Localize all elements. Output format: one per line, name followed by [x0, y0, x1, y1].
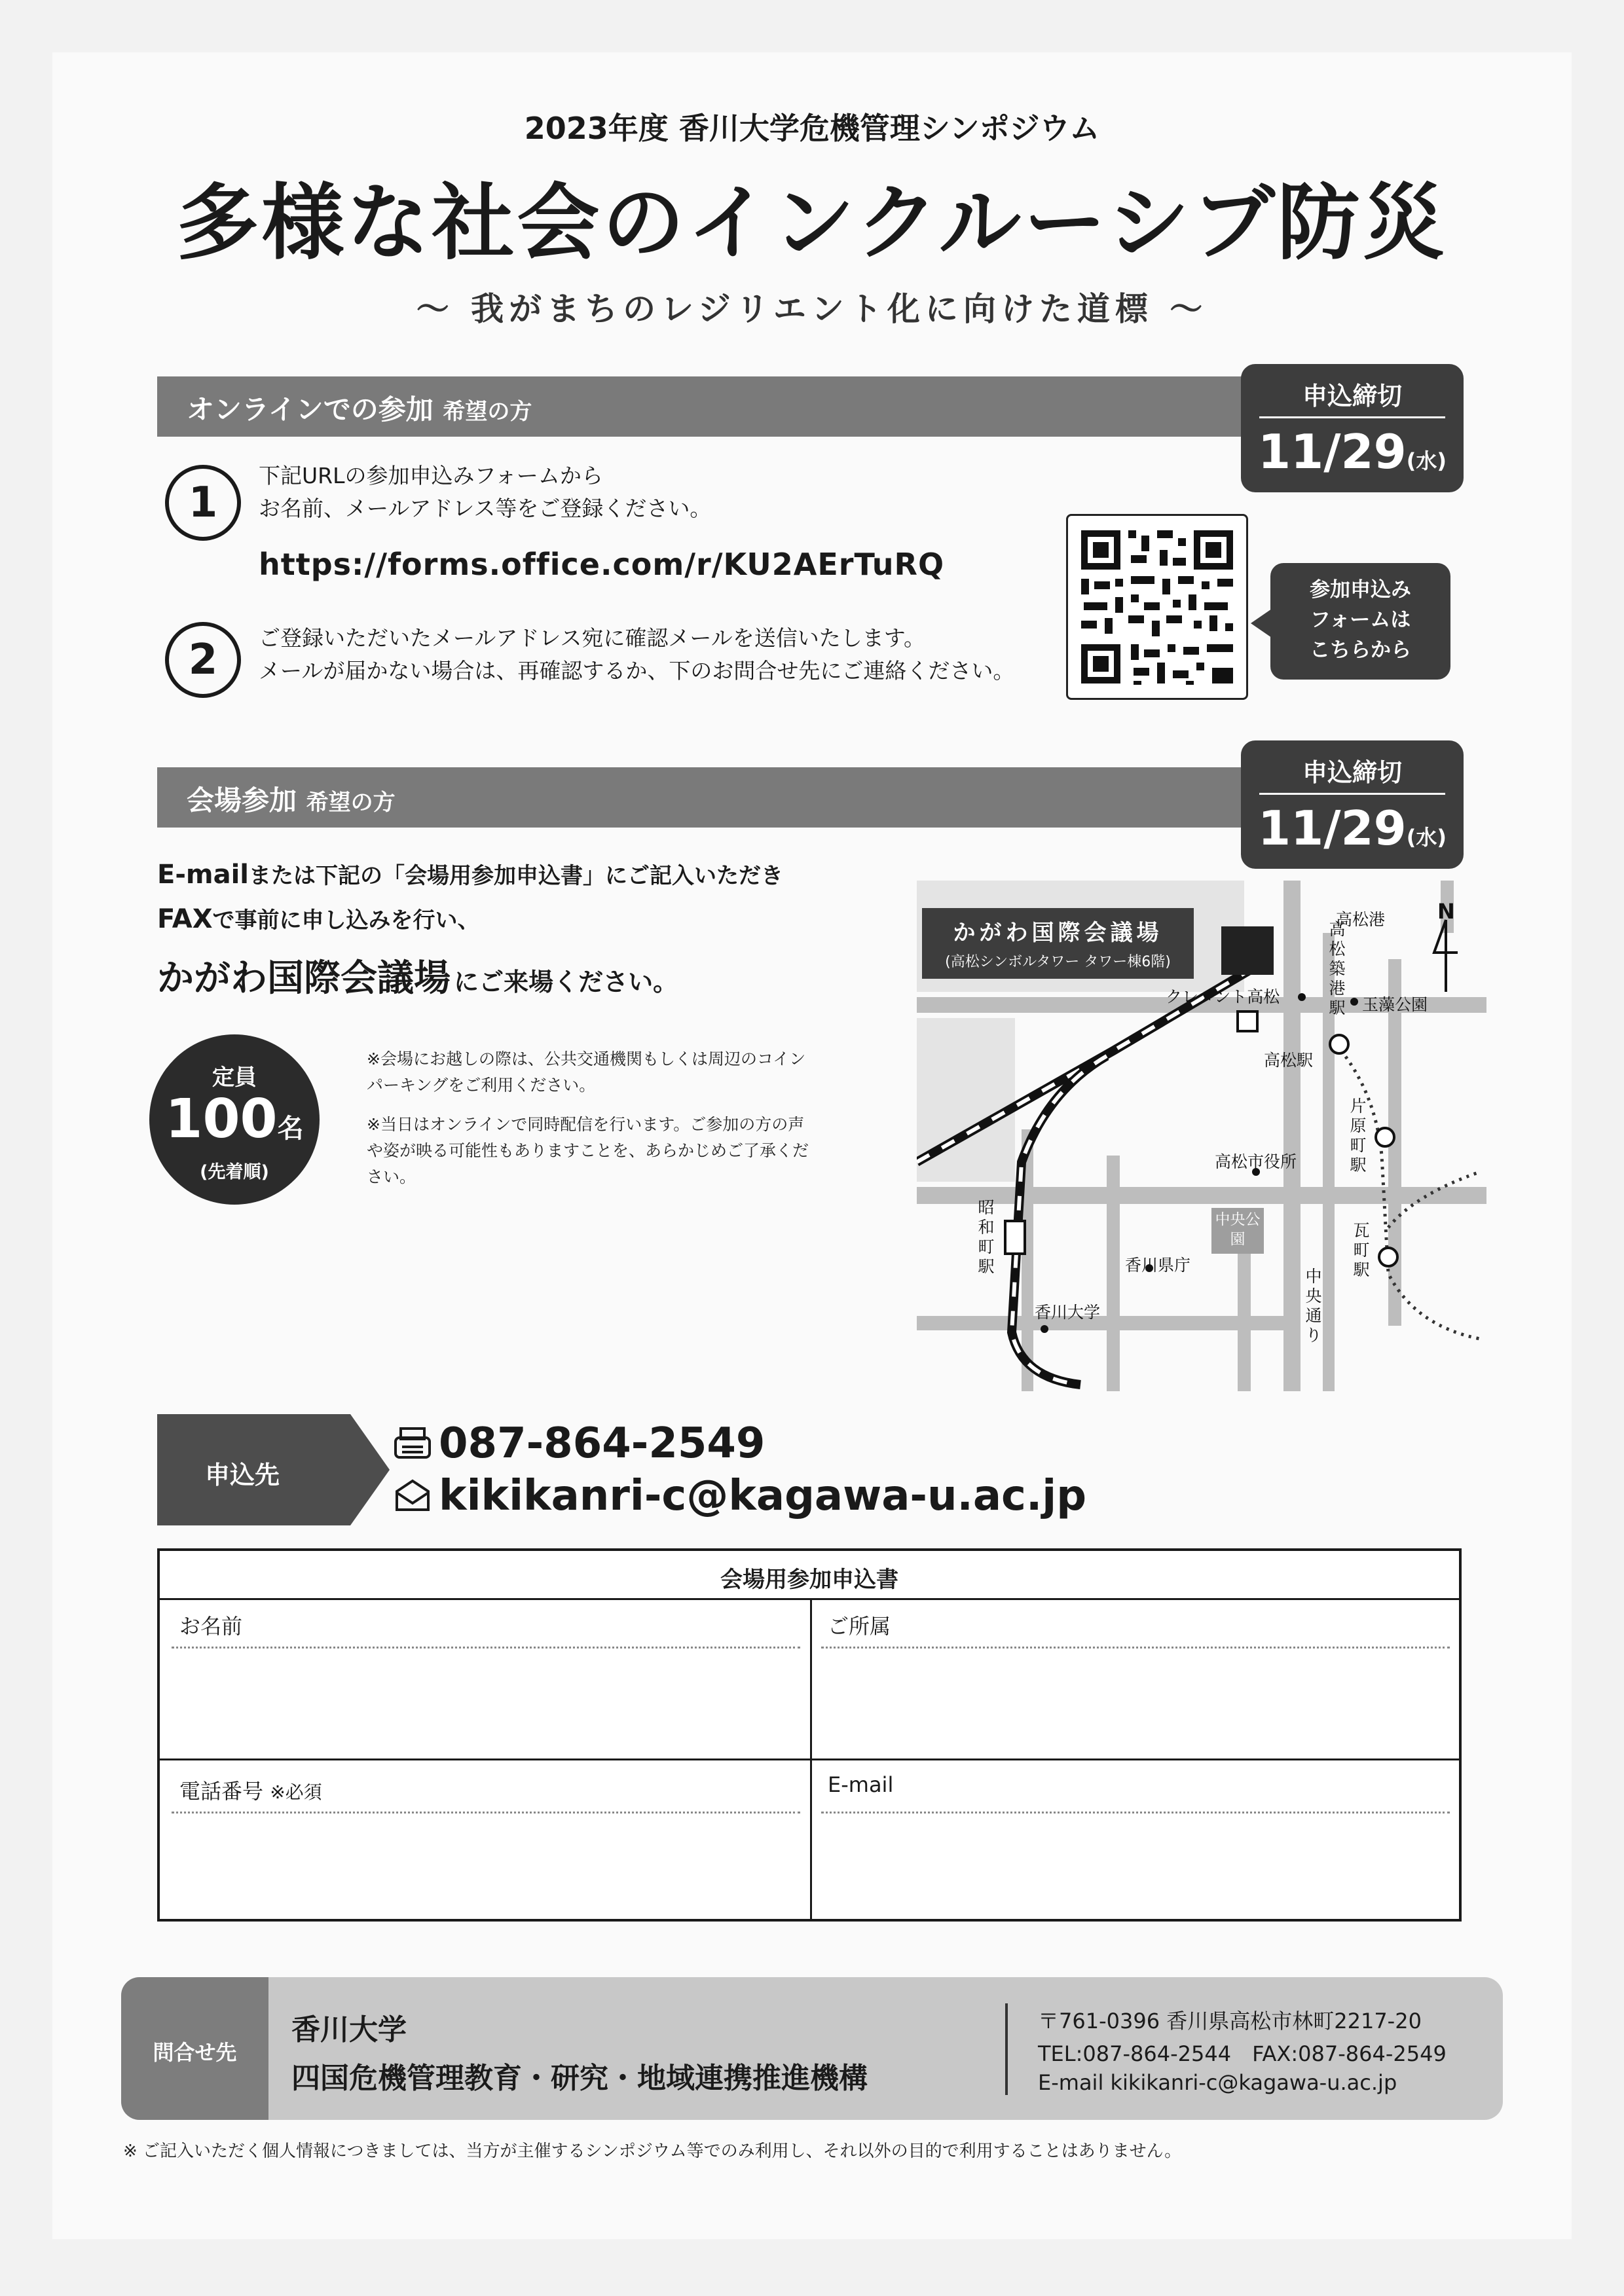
map-label-chuo-park: 中央公園	[1215, 1211, 1261, 1248]
step-1-text: 下記URLの参加申込みフォームから お名前、メールアドレス等をご登録ください。	[259, 463, 712, 521]
map-label-takamatsu-station: 高松駅	[1264, 1051, 1314, 1070]
deadline-label: 申込締切	[1302, 382, 1402, 410]
event-title: 多様な社会のインクルーシブ防災	[176, 175, 1448, 271]
qr-code-box[interactable]	[1066, 514, 1248, 700]
map-label-chuo-dori: 中央通り	[1305, 1267, 1322, 1345]
form-label-phone: 電話番号 ※必須	[179, 1779, 322, 1804]
mail-icon	[393, 1478, 432, 1514]
form-dotted-rule	[821, 1647, 1450, 1649]
venue-note-1: ※会場にお越しの際は、公共交通機関もしくは周辺のコイン パーキングをご利用ください。	[367, 1049, 806, 1095]
map-label-katahara-station: 片原町駅	[1350, 1097, 1367, 1175]
contact-phone-row	[393, 1419, 765, 1468]
application-form	[157, 1548, 1462, 1922]
deadline-date: 11/29(水)	[1258, 801, 1447, 856]
map-label-city-hall: 高松市役所	[1215, 1152, 1297, 1171]
venue-instruction-2: FAXで事前に申し込みを行い、	[157, 904, 480, 934]
event-supertitle: 2023年度 香川大学危機管理シンポジウム	[524, 111, 1100, 146]
venue-instruction-3: かがわ国際会議場 にご来場ください。	[157, 957, 678, 1000]
fax-icon	[393, 1426, 432, 1461]
step-1-number: 1	[165, 465, 241, 541]
inquiry-tab: 問合せ先	[121, 1977, 268, 2120]
footer-org-name: 香川大学	[291, 2013, 407, 2047]
contact-email-row	[393, 1472, 1086, 1520]
venue-instruction-1: E-mailまたは下記の「会場用参加申込書」にご記入いただき	[157, 860, 784, 890]
deadline-rule	[1259, 416, 1445, 418]
form-divider	[160, 1598, 1459, 1600]
venue-deadline-badge	[1241, 740, 1464, 869]
form-dotted-rule	[821, 1812, 1450, 1813]
form-label-email: E-mail	[828, 1772, 894, 1797]
form-label-affiliation: ご所属	[828, 1614, 891, 1639]
form-divider	[160, 1758, 1459, 1760]
contact-email[interactable]: kikikanri-c@kagawa-u.ac.jp	[439, 1472, 1086, 1520]
venue-map-label: かがわ国際会議場 (高松シンボルタワー タワー棟6階)	[922, 908, 1194, 979]
footer-separator	[1005, 2003, 1008, 2095]
map-label-chikko-station: 高松築港駅	[1329, 920, 1346, 1017]
event-subtitle: ～ 我がまちのレジリエント化に向けた道標 ～	[416, 290, 1208, 328]
inquiry-footer	[121, 1977, 1503, 2120]
map-label-kawaramachi-station: 瓦町駅	[1353, 1221, 1370, 1279]
north-label: N	[1437, 899, 1455, 924]
deadline-label: 申込締切	[1302, 758, 1402, 787]
map-label-clement: クレメント高松	[1166, 987, 1280, 1006]
form-dotted-rule	[172, 1812, 800, 1813]
venue-note-2: ※当日はオンラインで同時配信を行います。ご参加の方の声 や姿が映る可能性もありますことを、あらかじめご了承くだ さい。	[367, 1115, 809, 1186]
contact-tab: 申込先	[157, 1414, 350, 1525]
venue-section-label: 会場参加 希望の方	[187, 784, 396, 816]
qr-code-icon	[1068, 516, 1246, 698]
footer-org-division: 四国危機管理教育・研究・地域連携推進機構	[291, 2062, 868, 2095]
footer-tel-fax: TEL:087-864-2544 FAX:087-864-2549	[1038, 2041, 1447, 2066]
privacy-disclaimer: ※ ご記入いただく個人情報につきましては、当方が主催するシンポジウム等でのみ利用し、それ以外の目的で利用することはありません。	[123, 2141, 1182, 2161]
footer-address: 〒761-0396 香川県高松市林町2217-20	[1038, 2009, 1422, 2033]
contact-tab-arrow	[350, 1414, 390, 1525]
footer-email[interactable]: E-mail kikikanri-c@kagawa-u.ac.jp	[1038, 2070, 1397, 2095]
qr-callout: 参加申込み フォームは こちらから	[1270, 563, 1450, 680]
form-dotted-rule	[172, 1647, 800, 1649]
callout-pointer	[1251, 609, 1272, 638]
map-label-showacho-station: 昭和町駅	[978, 1198, 995, 1276]
form-affiliation-field[interactable]	[815, 1650, 1454, 1754]
map-label-port: 高松港	[1336, 910, 1386, 929]
step-2-text: ご登録いただいたメールアドレス宛に確認メールを送信いたします。 メールが届かない場合は、再確認するか、下のお問合せ先にご連絡ください。	[259, 625, 1015, 683]
capacity-badge: 定員 100名 (先着順)	[149, 1034, 320, 1205]
registration-url-link[interactable]: https://forms.office.com/r/KU2AErTuRQ	[259, 547, 945, 582]
step-2-number: 2	[165, 622, 241, 698]
map-label-pref-office: 香川県庁	[1125, 1256, 1191, 1275]
form-name-field[interactable]	[165, 1650, 805, 1754]
deadline-rule	[1259, 793, 1445, 795]
map-label-kagawa-univ: 香川大学	[1035, 1303, 1101, 1322]
form-phone-field[interactable]	[165, 1815, 805, 1915]
venue-map	[917, 881, 1486, 1391]
form-title: 会場用参加申込書	[720, 1567, 898, 1593]
online-deadline-badge	[1241, 364, 1464, 492]
map-label-tamamo: 玉藻公園	[1362, 995, 1428, 1014]
online-section-label: オンラインでの参加 希望の方	[187, 393, 532, 426]
contact-phone[interactable]: 087-864-2549	[439, 1419, 766, 1468]
deadline-date: 11/29(水)	[1258, 424, 1447, 479]
form-email-field[interactable]	[815, 1815, 1454, 1915]
form-label-name: お名前	[179, 1614, 243, 1639]
